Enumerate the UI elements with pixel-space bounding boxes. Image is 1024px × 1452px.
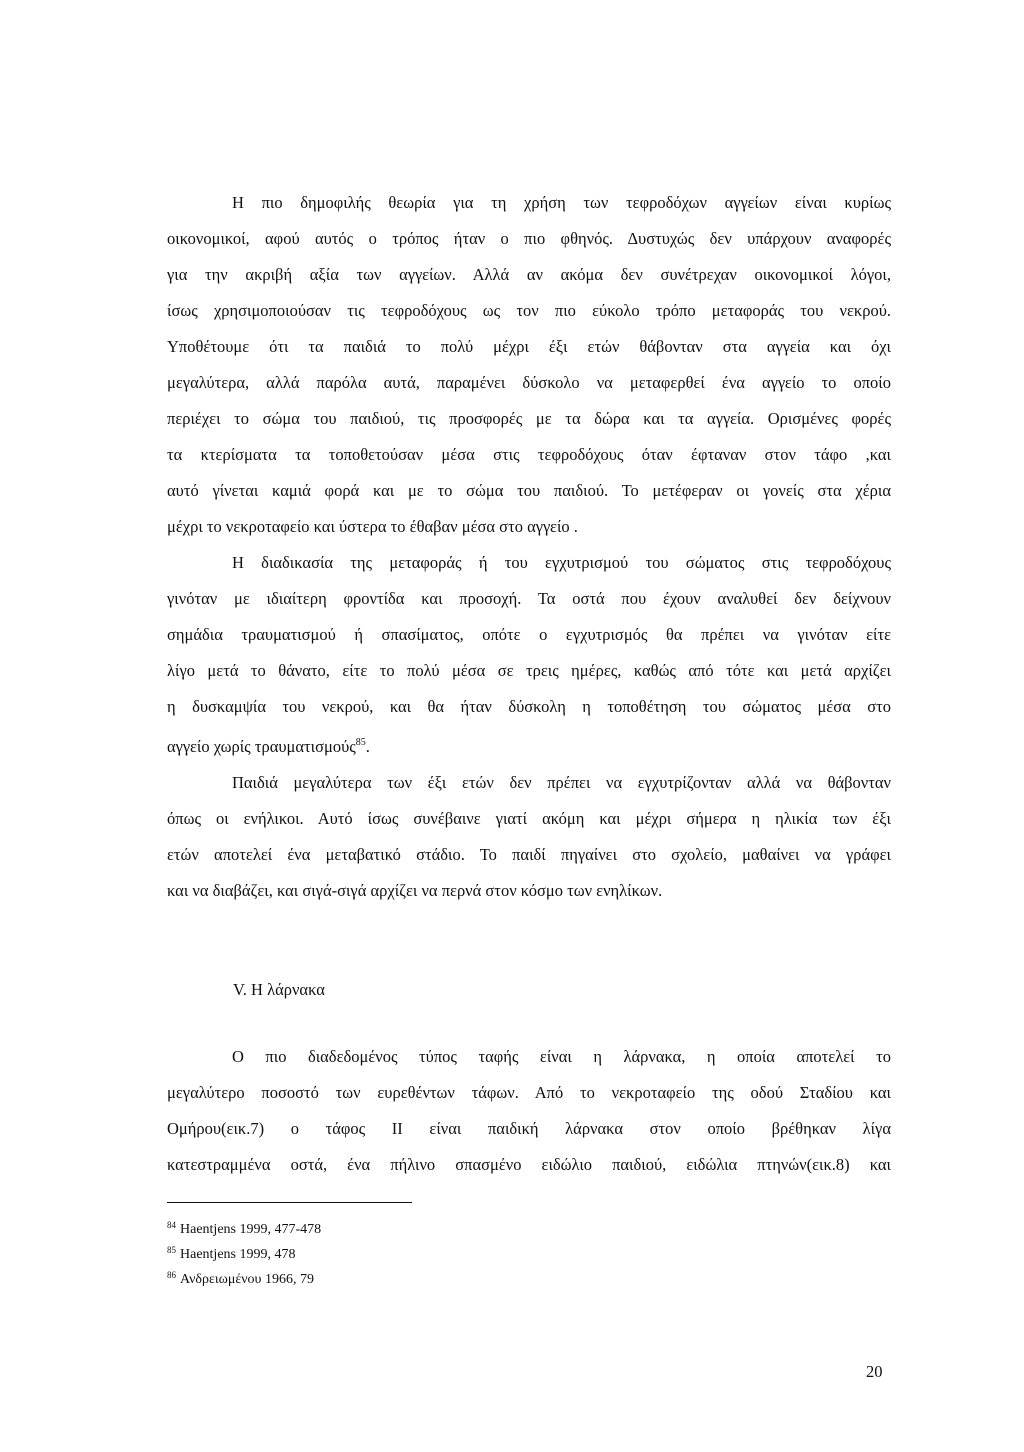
section-heading: V. Η λάρνακα bbox=[233, 980, 325, 999]
paragraph-line: αυτό γίνεται καμιά φορά και με το σώμα του παιδιού. Το μετέφεραν οι γονείς στα χέρια bbox=[167, 481, 891, 500]
footnote-number: 86 bbox=[167, 1270, 176, 1280]
footnote-text: Haentjens 1999, 477-478 bbox=[180, 1222, 322, 1237]
paragraph-line: Παιδιά μεγαλύτερα των έξι ετών δεν πρέπει να εγχυτρίζονταν αλλά να θάβονταν bbox=[232, 773, 891, 792]
footnote-text: Haentjens 1999, 478 bbox=[180, 1247, 296, 1262]
paragraph-line: Η διαδικασία της μεταφοράς ή του εγχυτρισμού του σώματος στις τεφροδόχους bbox=[232, 553, 891, 572]
paragraph-line: η δυσκαμψία του νεκρού, και θα ήταν δύσκολη η τοποθέτηση του σώματος μέσα στο bbox=[167, 697, 891, 716]
footnote bbox=[167, 1240, 321, 1265]
paragraph-line: σημάδια τραυματισμού ή σπασίματος, οπότε ο εγχυτρισμός θα πρέπει να γινόταν είτε bbox=[167, 625, 891, 644]
footnotes bbox=[167, 1215, 321, 1290]
paragraph-line: ετών αποτελεί ένα μεταβατικό στάδιο. Το παιδί πηγαίνει στο σχολείο, μαθαίνει να γράφει bbox=[167, 845, 891, 864]
paragraph-line: για την ακριβή αξία των αγγείων. Αλλά αν ακόμα δεν συνέτρεχαν οικονομικοί λόγοι, bbox=[167, 265, 891, 284]
body-text bbox=[167, 1039, 891, 1183]
paragraph-line: και να διαβάζει, και σιγά-σιγά αρχίζει να περνά στον κόσμο των ενηλίκων. bbox=[167, 881, 663, 900]
footnote bbox=[167, 1215, 321, 1240]
body-text bbox=[167, 185, 891, 909]
page-number: 20 bbox=[866, 1362, 883, 1381]
paragraph-line: Υποθέτουμε ότι τα παιδιά το πολύ μέχρι έξι ετών θάβονταν στα αγγεία και όχι bbox=[167, 337, 891, 356]
paragraph-line: ίσως χρησιμοποιούσαν τις τεφροδόχους ως τον πιο εύκολο τρόπο μεταφοράς του νεκρού. bbox=[167, 301, 891, 320]
paragraph-line: περιέχει το σώμα του παιδιού, τις προσφορές με τα δώρα και τα αγγεία. Ορισμένες φορές bbox=[167, 409, 891, 428]
paragraph-line bbox=[167, 725, 891, 765]
paragraph-line: μεγαλύτερο ποσοστό των ευρεθέντων τάφων. Από το νεκροταφείο της οδού Σταδίου και bbox=[167, 1083, 891, 1102]
paragraph-line: μεγαλύτερα, αλλά παρόλα αυτά, παραμένει δύσκολο να μεταφερθεί ένα αγγείο το οποίο bbox=[167, 373, 891, 392]
paragraph-line: Ο πιο διαδεδομένος τύπος ταφής είναι η λάρνακα, η οποία αποτελεί το bbox=[232, 1047, 891, 1066]
paragraph-line: όπως οι ενήλικοι. Αυτό ίσως συνέβαινε γιατί ακόμη και μέχρι σήμερα η ηλικία των έξι bbox=[167, 809, 891, 828]
paragraph-line: Η πιο δημοφιλής θεωρία για τη χρήση των τεφροδόχων αγγείων είναι κυρίως bbox=[232, 193, 891, 212]
footnote-reference: 85 bbox=[355, 737, 366, 748]
footnote-text: Ανδρειωμένου 1966, 79 bbox=[180, 1272, 314, 1287]
paragraph-line: λίγο μετά το θάνατο, είτε το πολύ μέσα σε τρεις ημέρες, καθώς από τότε και μετά αρχίζει bbox=[167, 661, 891, 680]
paragraph-text: αγγείο χωρίς τραυματισμούς bbox=[167, 737, 356, 756]
paragraph-line: μέχρι το νεκροταφείο και ύστερα το έθαβαν μέσα στο αγγείο . bbox=[167, 517, 578, 536]
paragraph-line: τα κτερίσματα τα τοποθετούσαν μέσα στις τεφροδόχους όταν έφταναν στον τάφο ,και bbox=[167, 445, 891, 464]
paragraph-line: γινόταν με ιδιαίτερη φροντίδα και προσοχή. Τα οστά που έχουν αναλυθεί δεν δείχνουν bbox=[167, 589, 891, 608]
paragraph-line: Ομήρου(εικ.7) ο τάφος ΙΙ είναι παιδική λάρνακα στον οποίο βρέθηκαν λίγα bbox=[167, 1119, 891, 1138]
footnote-number: 85 bbox=[167, 1245, 176, 1255]
paragraph-line: κατεστραμμένα οστά, ένα πήλινο σπασμένο ειδώλιο παιδιού, ειδώλια πτηνών(εικ.8) και bbox=[167, 1155, 891, 1174]
footnote bbox=[167, 1265, 321, 1290]
footnote-number: 84 bbox=[167, 1220, 176, 1230]
paragraph-line: οικονομικοί, αφού αυτός ο τρόπος ήταν ο πιο φθηνός. Δυστυχώς δεν υπάρχουν αναφορές bbox=[167, 229, 891, 248]
footnote-divider bbox=[167, 1202, 412, 1203]
paragraph-text: . bbox=[365, 737, 370, 756]
